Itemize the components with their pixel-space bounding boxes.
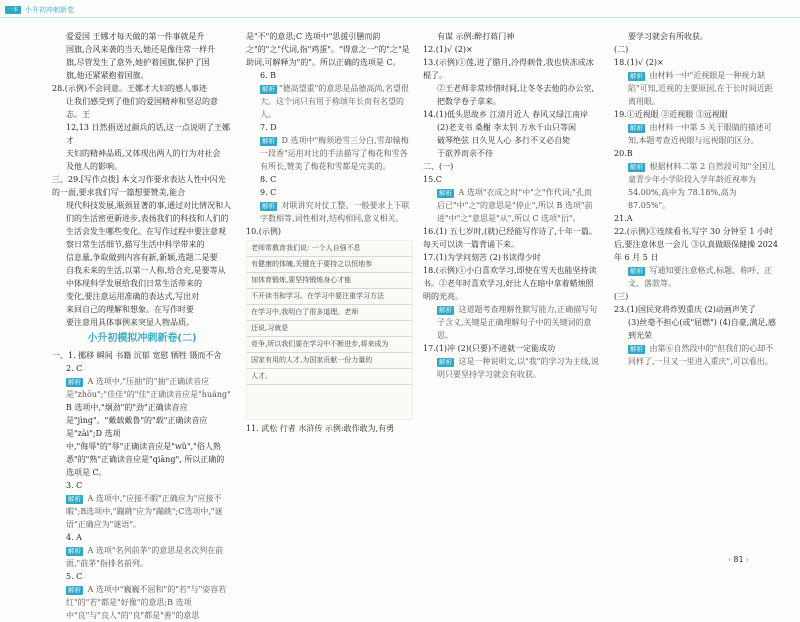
answer-line: 5. C bbox=[66, 572, 83, 581]
answer-line: (二) bbox=[614, 45, 629, 54]
answer-line: 17.(1)为学问刻苦 (2)书读得少时 bbox=[423, 253, 541, 262]
answer-line: 破琴绝弦 日久见人心 多行不义必自毙 bbox=[437, 136, 571, 145]
analysis-tag: 解析 bbox=[262, 202, 275, 210]
answer-line: 解析 A 选项"衣成之时"中"之"作代词;"孔而后已"中"之"的意思是"停止",所以 B 选项"前进"中"之"意思是"从",所以 C 选项"衍"。 bbox=[437, 188, 593, 223]
answer-line: 解析 由材料一中第 5 关于眼睛的描述可知,本题考查近视眼与远视眼的区分。 bbox=[628, 123, 772, 145]
answer-line: 12.(1)√ (2)× bbox=[423, 45, 473, 54]
answer-line: 解析 D 选项中"梅须逊雪三分白,雪却输梅一段香"运用对比的手法描写了梅花和雪各有所长,赞美了梅花和雪都是完美的。 bbox=[260, 136, 409, 171]
column-1 bbox=[52, 30, 232, 620]
handwritten-essay-scan bbox=[246, 240, 413, 420]
answer-line: 要注意用具体事例来突显人物品质。 bbox=[66, 318, 194, 327]
answer-line: 9. C bbox=[260, 188, 277, 197]
answer-line: 国旗,合风来袭的当天,她还是像往常一样升 bbox=[66, 45, 216, 54]
answer-line: (2)老支书 桑榭 李太钊 万水千山只等闲 bbox=[437, 123, 576, 132]
analysis-tag: 解析 bbox=[439, 358, 452, 366]
answer-line: 18.(1)√ (2)× bbox=[614, 58, 664, 67]
essay-line: 国家有用的人才,为国家贡献一份力量的 bbox=[247, 353, 412, 369]
answer-line: 中,"侮辱"的"辱"正确读音应是"wǔ","俗人熟悉"的"熟"正确读音应是"qiāng", 所以正确的选项是 C。 bbox=[66, 442, 225, 477]
answer-line: 解析 对联讲究对仗工整。一般要求上下联字数相等,词性相对,结构相同,意义相关。 bbox=[260, 201, 410, 223]
answer-line: 7. D bbox=[260, 123, 277, 132]
answer-line: 10.(示例) bbox=[246, 227, 281, 236]
answer-line: 解析 这是一种说明文,以"我"的学习为主线,说明只要坚持学习就会有收获。 bbox=[437, 357, 599, 379]
page-header bbox=[0, 0, 800, 18]
analysis-tag: 解析 bbox=[262, 85, 275, 93]
answer-line: 信息量,争取做到内容有新,新颖,选题二是要 bbox=[66, 253, 218, 262]
answer-line: 旗,尽管发生了意外,她护着国旗,保护了国 bbox=[66, 58, 210, 67]
answer-line: 爱爱国 王娜才每天做的第一件事就是升 bbox=[66, 32, 205, 41]
answer-line: 旗,他还紧紧抱着国旗。 bbox=[66, 71, 149, 80]
answer-line: (3)丝毫不担心(或"屈燃") (4)自豪,满足,感到光荣 bbox=[628, 318, 776, 340]
answer-line: 21.A bbox=[614, 214, 633, 223]
answer-line: 现代科技发展,瓶颈显著的事,通过对比情况和人们的生活密更新进步,表扬我们的科技和人们的 bbox=[66, 201, 232, 223]
answer-line: 让我们感受到了他们的爱国精神和坚忍的意志。王 bbox=[66, 97, 218, 119]
answer-line: 18.(示例)①小白喜欢学习,即使在雪天也能坚持读书。②老年时喜欢学习,好比人在暗中拿着蜡烛照明的光亮。 bbox=[423, 266, 597, 301]
answer-line: 有谋 示例:醉打蒋门神 bbox=[437, 32, 515, 41]
analysis-tag: 解析 bbox=[630, 163, 643, 171]
next-page-arrow-icon[interactable]: › bbox=[746, 556, 749, 564]
answer-line: 22.(示例)①连续看书,写字 30 分钟至 1 小时后,要注意休息一会儿 ③认真做眼保健操 2024 年 6 月 5 日 bbox=[614, 227, 778, 262]
analysis-tag: 解析 bbox=[68, 586, 81, 594]
answer-line: 19.①近视眼 ②近视眼 ③远视眼 bbox=[614, 110, 728, 119]
answer-line: 解析 A 选项中,"压抽"的"抽"正确读音应是"zhōu";"佳佳"的"佳"正确读音应是"huáng" bbox=[66, 377, 231, 399]
answer-line: 解析 "德高望重"的意思是品德高尚,名望很大。这个词只有用于称颂年长而有名望的人。 bbox=[260, 84, 409, 119]
column-3 bbox=[423, 30, 599, 570]
answer-line: 解析 A 选项"名列前茅"的意思是名次列在前面,"前茅"指排名前列。 bbox=[66, 546, 224, 568]
analysis-tag: 解析 bbox=[68, 495, 81, 503]
answer-line: 14.(1)低头思故乡 江清月近人 春风又绿江南岸 bbox=[423, 110, 589, 119]
answer-line: 变化,要注意运用准确的表达式,写出对 bbox=[66, 292, 200, 301]
essay-line: 还说,习就是 bbox=[247, 321, 412, 337]
answer-line: 夫妇的精神品质,又体现出两人的行为对社会 bbox=[66, 149, 221, 158]
answer-line: 一、1. 挪移 瞬间 书籍 沉郁 宽慰 牺牲 镊而不舍 bbox=[52, 351, 222, 360]
answer-line: 16.(1) 五七岁时,(就)已经能写作诗了,十年一篇。每天可以读一篇背诵下来。 bbox=[423, 227, 597, 249]
brand-badge: 一本 bbox=[5, 6, 21, 14]
answer-line: 及他人的影响。 bbox=[66, 162, 122, 171]
answer-line: 解析 由第⑥自然段中的"但我们的心却不同样了,一旦又一里进入重庆",可以看出。 bbox=[628, 344, 774, 366]
answer-line: 2. C bbox=[66, 364, 83, 373]
essay-line: 有健康的体魄,关键在于要持之以恒地参 bbox=[247, 257, 412, 273]
page-navigation bbox=[728, 553, 749, 567]
essay-line: 人才。 bbox=[247, 369, 412, 385]
answer-line: 8. C bbox=[260, 175, 277, 184]
prev-page-arrow-icon[interactable]: ‹ bbox=[728, 556, 731, 564]
answer-line: 解析 A 选项中,"应接不暇"正确应为"应接不暇";B选项中,"蹦跳"应为"蹦跳";C选项中,"谜语"正确应为"谜语"。 bbox=[66, 494, 223, 529]
answer-line: 解析 这道题考查理解性默写能力,正确描写句子含义,关键是正确理解句子中的关键词的意思。 bbox=[437, 305, 598, 340]
answer-line: 解析 根据材料二第 2 自然段可知"全国儿童青少年小学阶段入学年龄近视率为 54.00%,高中为 78.18%,高为 87.05%"。 bbox=[628, 162, 776, 210]
analysis-tag: 解析 bbox=[630, 72, 643, 80]
analysis-tag: 解析 bbox=[630, 124, 643, 132]
answer-line: 6. B bbox=[260, 71, 277, 80]
answer-line: 要学习就会有所收获。 bbox=[628, 32, 708, 41]
answer-line: 来回自己的理解和想象。在写作时要 bbox=[66, 305, 194, 314]
answer-line: 17.(1)冲 (2)(只要)不进就一定能成功 bbox=[423, 344, 556, 353]
answer-line: 解析 A 选项中"巍巍不屈和"的"若"与"姿容若红"的"若"都是"好像"的意思;B 选项中"良"与"良人"的"良"都是"善"的意思 bbox=[66, 585, 227, 620]
analysis-tag: 解析 bbox=[262, 137, 275, 145]
answer-line: 4. A bbox=[66, 533, 82, 542]
answer-line: 3. C bbox=[66, 481, 83, 490]
column-4 bbox=[614, 30, 779, 570]
answer-line: B 选项中,"炯劲"的"劲"正确读音应是"jìng"。"戴载戴鲁"的"载"正确读音应是"zài";D 选项 bbox=[66, 403, 208, 438]
essay-line: 在学习中,我明白了很多道理。老师 bbox=[247, 305, 412, 321]
answer-line: 解析 由材料一中"近视眼是一种视力缺陷"可知,近视的主要原因,在于长时间近距离用眼。 bbox=[628, 71, 773, 106]
answer-line: 15.C bbox=[423, 175, 442, 184]
answer-line: 23.(1)国民党将炸毁重庆 (2)动画声笑了 bbox=[614, 305, 756, 314]
answer-line: 三、29.[写作点拨] 本文习作要求表达人性中闪光的一面,要求我们写一篇想要赞美,能合 bbox=[52, 175, 226, 197]
essay-line: 竞争,所以我们要在学习中不断进步,将来成为 bbox=[247, 337, 412, 353]
answer-line: 自我未来的生活,以第一人称,给合充,是要等从中体现科学发展给我们日常生活带来的 bbox=[66, 266, 226, 288]
answer-line: (三) bbox=[614, 292, 629, 301]
analysis-tag: 解析 bbox=[630, 345, 643, 353]
running-title: 小升初冲刺新卷 bbox=[25, 6, 74, 14]
answer-line: 12,13 日然捐送过颜兵的话,这一点说明了王娜才 bbox=[66, 123, 230, 145]
analysis-tag: 解析 bbox=[439, 189, 452, 197]
essay-line: 老师常教育我们说: 一个人自强不息 bbox=[247, 241, 412, 257]
answer-line: ②王老师非常珍惜时间,让冬冬去他的办公室,把数学卷子拿来。 bbox=[437, 84, 595, 106]
answer-line: 是"不"的意思;C 选项中"思援引膳而韵之"的"之"代词,指"鸡蛋"。"得意之一"的"之"是助词,可解释为"的"。所以正确的选项是 C。 bbox=[246, 32, 410, 67]
answer-line: 20.B bbox=[614, 149, 633, 158]
column-2 bbox=[246, 30, 412, 570]
answer-line: 11. 武松 行者 水浒传 示例:敢作敢为,有勇 bbox=[246, 424, 395, 433]
answer-line: 28.(示例)不会同意。王娜才大妇的感人事迹 bbox=[52, 84, 207, 93]
essay-line: 不开读书和学习。在学习中要注重学习方法 bbox=[247, 289, 412, 305]
answer-line: 13.(示例)①莲,进了腊月,冷得刺骨,我也快冻成冰棍了。 bbox=[423, 58, 594, 80]
answer-line: 于欲养而亲不待 bbox=[437, 149, 493, 158]
analysis-tag: 解析 bbox=[439, 306, 452, 314]
exam-section-title: 小升初模拟冲刺新卷(二) bbox=[87, 333, 197, 344]
analysis-tag: 解析 bbox=[630, 267, 643, 275]
page-number: 81 bbox=[733, 555, 744, 564]
analysis-tag: 解析 bbox=[68, 378, 81, 386]
essay-line: 加体育锻炼,要坚持锻炼身心才能 bbox=[247, 273, 412, 289]
answer-line: 二、(一) bbox=[423, 162, 454, 171]
answer-line: 生活会发生哪些变化。在写作过程中要注意观察日常生活细节,描写生活中科学带来的 bbox=[66, 227, 226, 249]
answer-line: 解析 写通知要注意格式,标题、称呼、正文、落款等。 bbox=[628, 266, 773, 288]
header-rule bbox=[0, 17, 800, 18]
analysis-tag: 解析 bbox=[68, 547, 81, 555]
